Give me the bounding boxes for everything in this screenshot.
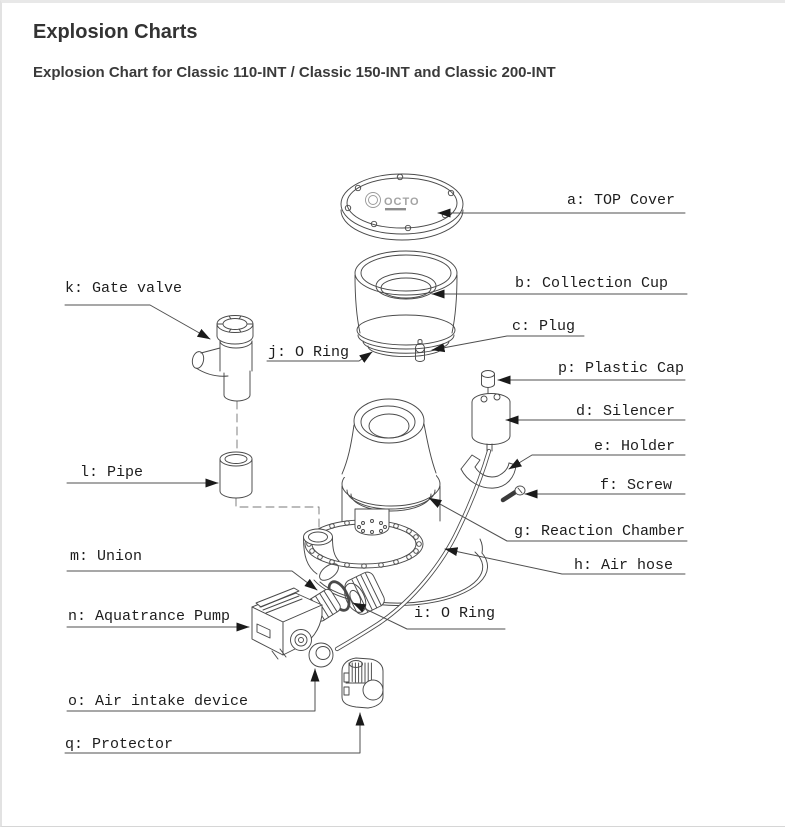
part-top-cover xyxy=(341,174,463,240)
leader-c xyxy=(432,336,584,350)
label-union: m: Union xyxy=(70,548,143,565)
page-title: Explosion Charts xyxy=(33,21,198,44)
part-pipe xyxy=(220,452,252,498)
label-air-hose: h: Air hose xyxy=(574,557,674,574)
label-reaction-chamber: g: Reaction Chamber xyxy=(514,523,686,540)
label-o-ring-j: j: O Ring xyxy=(268,344,350,361)
leader-e xyxy=(509,455,685,469)
part-silencer xyxy=(472,394,510,452)
part-collection-cup xyxy=(355,251,457,357)
part-screw xyxy=(503,486,525,500)
label-collection-cup: b: Collection Cup xyxy=(515,275,669,292)
label-top-cover: a: TOP Cover xyxy=(567,192,676,209)
label-aquatrance-pump: n: Aquatrance Pump xyxy=(68,608,231,625)
part-o-ring-j xyxy=(358,335,454,349)
label-air-intake-device: o: Air intake device xyxy=(68,693,249,710)
part-plug xyxy=(416,340,425,362)
leader-m xyxy=(67,571,317,590)
part-protector xyxy=(342,658,383,708)
octo-logo xyxy=(366,193,420,211)
label-holder: e: Holder xyxy=(594,438,676,455)
label-screw: f: Screw xyxy=(600,477,673,494)
part-reaction-chamber xyxy=(305,399,488,605)
label-silencer: d: Silencer xyxy=(576,403,676,420)
page-subtitle: Explosion Chart for Classic 110-INT / Classic 150-INT and Classic 200-INT xyxy=(33,64,556,82)
label-o-ring-i: i: O Ring xyxy=(414,605,496,622)
assembly-dashed-lines xyxy=(236,401,319,529)
part-holder xyxy=(461,455,516,488)
part-air-intake-device xyxy=(309,643,333,667)
part-gate-valve xyxy=(191,316,253,402)
label-protector: q: Protector xyxy=(65,736,174,753)
leader-k xyxy=(65,305,210,339)
label-gate-valve: k: Gate valve xyxy=(65,280,183,297)
label-plastic-cap: p: Plastic Cap xyxy=(558,360,685,377)
label-plug: c: Plug xyxy=(512,318,576,335)
octo-logo-text: OCTO xyxy=(384,196,420,208)
label-pipe: l: Pipe xyxy=(80,464,144,481)
